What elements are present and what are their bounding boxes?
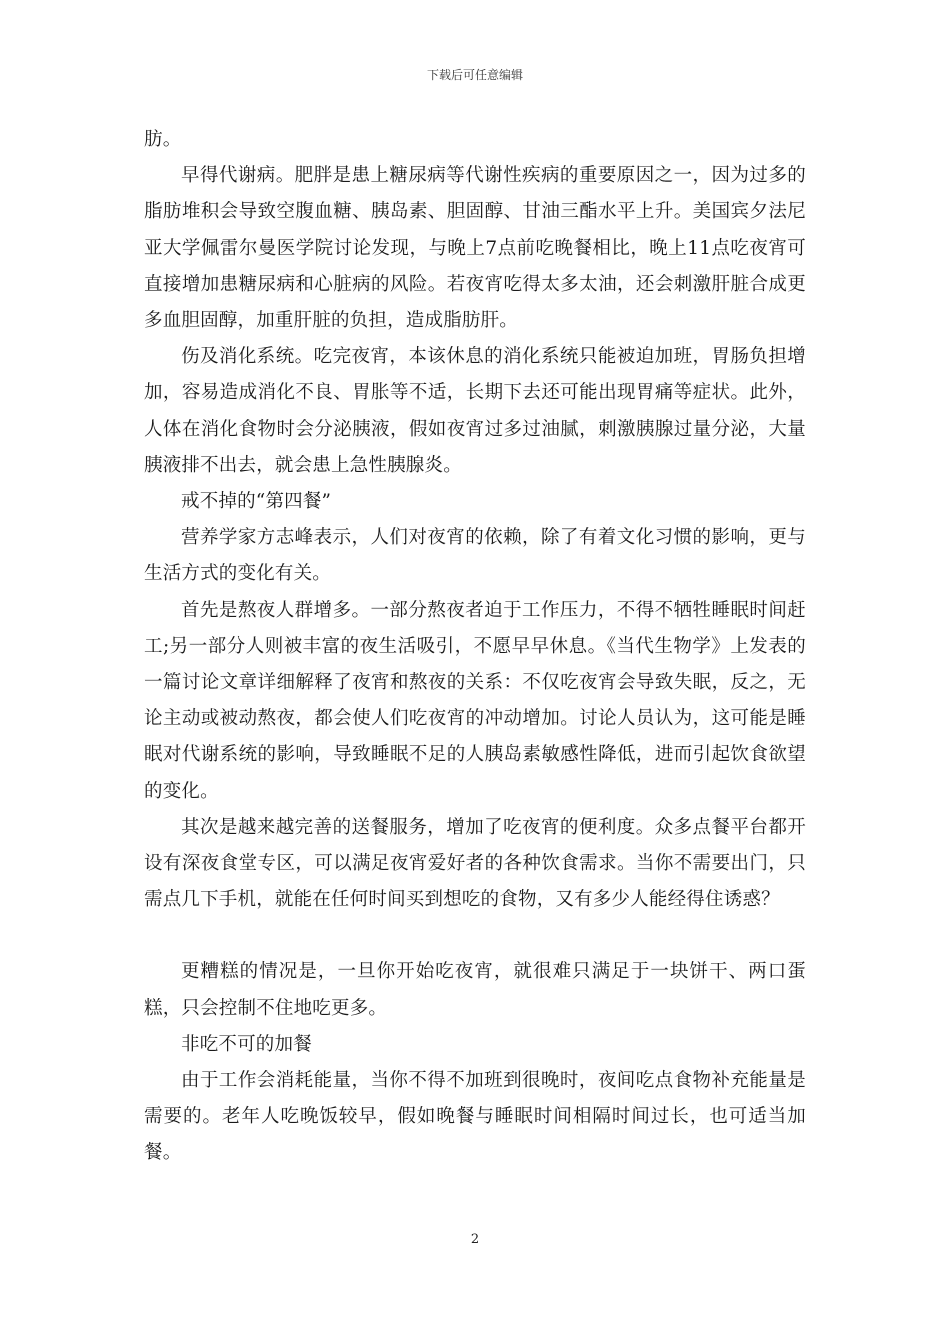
paragraph-continuation: 肪。 (144, 129, 182, 150)
paragraph-metabolic-disease: 早得代谢病。肥胖是患上糖尿病等代谢性疾病的重要原因之一，因为过多的脂肪堆积会导致空腹血糖、胰岛素、胆固醇、甘油三酯水平上升。美国宾夕法尼亚大学佩雷尔曼医学院讨论发现，与晚上7点前吃晚餐相比，晚上11点吃夜宵可直接增加患糖尿病和心脏病的风险。若夜宵吃得太多太油，还会刺激肝脏合成更多血胆固醇，加重肝脏的负担，造成脂肪肝。 (144, 165, 806, 332)
paragraph-overtime-energy: 由于工作会消耗能量，当你不得不加班到很晚时，夜间吃点食物补充能量是需要的。老年人吃晚饭较早，假如晚餐与睡眠时间相隔时间过长，也可适当加餐。 (144, 1070, 806, 1164)
page-number: 2 (470, 1232, 480, 1247)
paragraph-digestive-system: 伤及消化系统。吃完夜宵，本该休息的消化系统只能被迫加班，胃肠负担增加，容易造成消化不良、胃胀等不适，长期下去还可能出现胃痛等症状。此外，人体在消化食物时会分泌胰液，假如夜宵过多过油腻，刺激胰腺过量分泌，大量胰液排不出去，就会患上急性胰腺炎。 (144, 346, 806, 476)
paragraph-worse-situation: 更糟糕的情况是，一旦你开始吃夜宵，就很难只满足于一块饼干、两口蛋糕，只会控制不住地吃更多。 (144, 961, 806, 1019)
paragraph-delivery-services: 其次是越来越完善的送餐服务，增加了吃夜宵的便利度。众多点餐平台都开设有深夜食堂专区，可以满足夜宵爱好者的各种饮食需求。当你不需要出门，只需点几下手机，就能在任何时间买到想吃的食物，又有多少人能经得住诱惑？ (144, 816, 806, 911)
section-heading-fourth-meal: 戒不掉的“第四餐” (181, 491, 332, 513)
section-heading-necessary-meal: 非吃不可的加餐 (181, 1033, 312, 1055)
document-body (144, 122, 806, 1172)
page-header: 下载后可任意编辑 (426, 68, 523, 82)
paragraph-night-owls: 首先是熬夜人群增多。一部分熬夜者迫于工作压力，不得不牺牲睡眠时间赶工;另一部分人则被丰富的夜生活吸引，不愿早早休息。《当代生物学》上发表的一篇讨论文章详细解释了夜宵和熬夜的关系：不仅吃夜宵会导致失眠，反之，无论主动或被动熬夜，都会使人们吃夜宵的冲动增加。讨论人员认为，这可能是睡眠对代谢系统的影响，导致睡眠不足的人胰岛素敏感性降低，进而引起饮食欲望的变化。 (144, 599, 806, 802)
paragraph-nutritionist-quote: 营养学家方志峰表示，人们对夜宵的依赖，除了有着文化习惯的影响，更与生活方式的变化有关。 (144, 527, 806, 585)
blank-line (144, 918, 806, 954)
